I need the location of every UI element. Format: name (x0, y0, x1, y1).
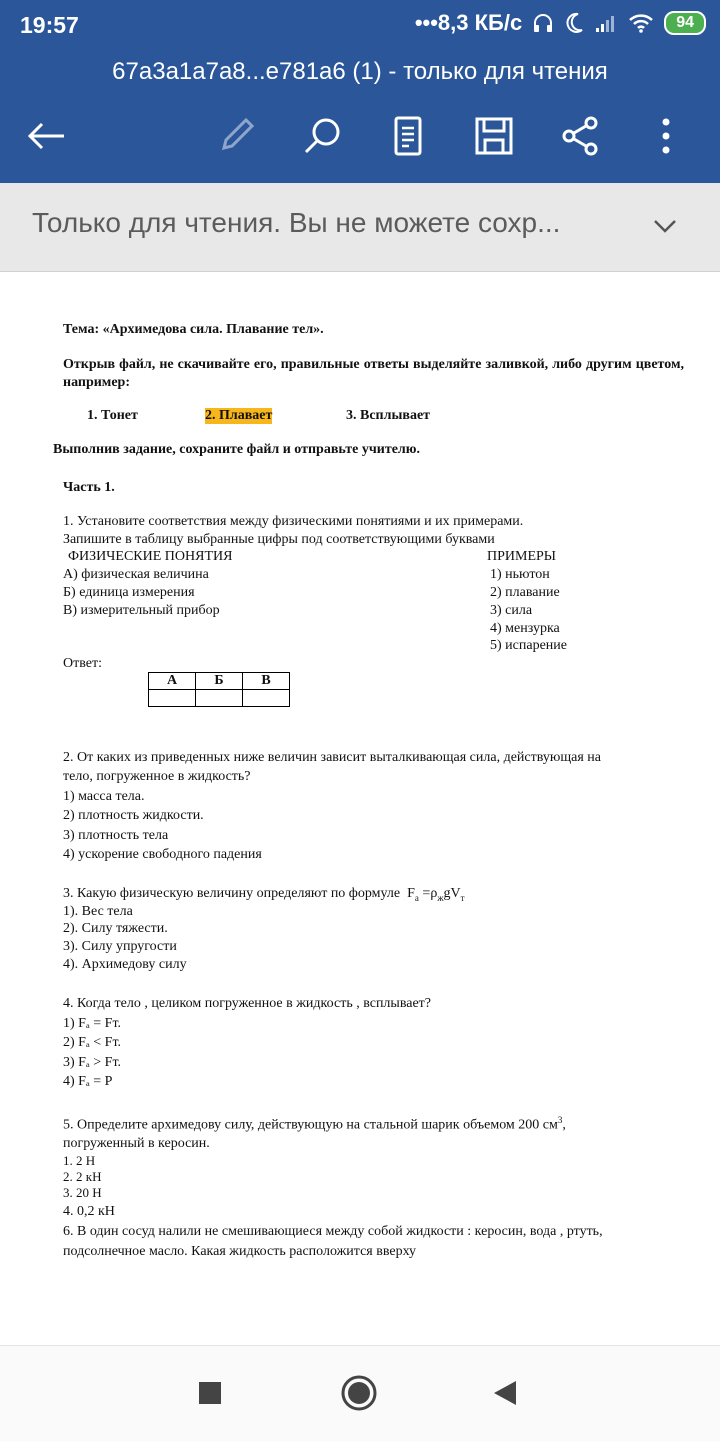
save-icon (474, 116, 514, 156)
q4-stem: 4. Когда тело , целиком погруженное в жидкость , всплывает? (63, 996, 432, 1011)
q1-right-item: 3) сила (490, 603, 533, 618)
q1-right-item: 5) испарение (490, 638, 567, 653)
q2-option: 3) плотность тела (63, 828, 169, 843)
q1-left-item: В) измерительный прибор (63, 603, 220, 618)
q4-option: 1) Fₐ = Fт. (63, 1016, 122, 1031)
answer-table-header: А (149, 673, 196, 690)
save-button[interactable] (468, 110, 520, 162)
toolbar (0, 110, 720, 162)
answer-label: Ответ: (63, 656, 102, 671)
q1-instruction: Запишите в таблицу выбранные цифры под соответствующими буквами (63, 532, 495, 547)
q1-right-item: 2) плавание (490, 585, 560, 600)
q4-option: 4) Fₐ = P (63, 1074, 113, 1089)
share-button[interactable] (554, 110, 606, 162)
search-icon (302, 116, 342, 156)
q5-stem: 5. Определите архимедову силу, действующую на стальной шарик объемом 200 $см^3$, (63, 1115, 566, 1133)
answer-table-header: Б (196, 673, 243, 690)
q1-stem: 1. Установите соответствия между физическими понятиями и их примерами. (63, 514, 524, 529)
q3-stem (63, 886, 465, 903)
q3-option: 2). Силу тяжести. (63, 921, 168, 936)
q4-option: 2) Fₐ < Fт. (63, 1035, 122, 1050)
share-icon (560, 116, 600, 156)
q1-right-header: ПРИМЕРЫ (487, 549, 557, 564)
back-arrow-icon (26, 121, 66, 151)
q5-option: 2. 2 кН (63, 1169, 102, 1184)
document-page[interactable] (0, 275, 720, 1345)
search-button[interactable] (296, 110, 348, 162)
q3-option: 4). Архимедову силу (63, 957, 187, 972)
reading-mode-button[interactable] (382, 110, 434, 162)
read-only-message: Только для чтения. Вы не можете сохр... (32, 207, 561, 238)
headphones-icon (532, 12, 554, 34)
q2-stem-cont: тело, погруженное в жидкость? (63, 769, 251, 784)
example-option-2-highlighted: 2. Плавает (205, 408, 273, 423)
answer-cell[interactable] (243, 690, 290, 707)
q5-option: 1. 2 Н (63, 1153, 96, 1168)
doc-instruction: Открыв файл, не скачивайте его, правильные ответы выделяйте заливкой, либо другим цветом, например: (63, 357, 684, 390)
q1-left-item: А) физическая величина (63, 567, 209, 582)
back-button[interactable] (20, 110, 72, 162)
q2-option: 4) ускорение свободного падения (63, 847, 262, 862)
q3-option: 3). Силу упругости (63, 939, 177, 954)
answer-cell[interactable] (149, 690, 196, 707)
more-icon (660, 116, 672, 156)
q2-option: 1) масса тела. (63, 789, 145, 804)
answer-table-header: В (243, 673, 290, 690)
back-triangle-icon[interactable] (494, 1381, 516, 1405)
part-heading: Часть 1. (63, 480, 115, 495)
wifi-icon (628, 12, 654, 34)
battery-level: 94 (664, 11, 706, 35)
q6-stem: 6. В один сосуд налили не смешивающиеся между собой жидкости : керосин, вода , ртуть, (63, 1224, 603, 1239)
signal-icon (594, 12, 618, 34)
q3-formula: $F_а =\rho_жgV_т$ (407, 886, 465, 903)
status-icons (415, 10, 706, 36)
answer-table[interactable] (148, 672, 290, 707)
chevron-down-icon[interactable] (650, 211, 680, 241)
q5-option: 3. 20 Н (63, 1185, 102, 1200)
status-bar (0, 0, 720, 52)
status-time: 19:57 (20, 12, 79, 38)
read-only-banner[interactable] (0, 183, 720, 272)
example-option-3: 3. Всплывает (346, 408, 431, 423)
app-bar (0, 0, 720, 183)
doc-theme: Тема: «Архимедова сила. Плавание тел». (63, 322, 324, 337)
q5-option: 4. 0,2 кН (63, 1204, 115, 1219)
q1-left-item: Б) единица измерения (63, 585, 195, 600)
q2-option: 2) плотность жидкости. (63, 808, 204, 823)
recents-square-icon[interactable] (199, 1382, 221, 1404)
system-nav-bar (0, 1345, 720, 1441)
q5-stem-cont: погруженный в керосин. (63, 1136, 210, 1151)
document-title: 67a3a1a7a8...e781a6 (1) - только для чтения (112, 58, 608, 85)
example-option-1: 1. Тонет (87, 408, 138, 423)
save-note: Выполнив задание, сохраните файл и отправьте учителю. (53, 442, 420, 457)
reading-mode-icon (393, 116, 423, 156)
q3-option: 1). Вес тела (63, 904, 133, 919)
edit-button[interactable] (210, 110, 262, 162)
q4-option: 3) Fₐ > Fт. (63, 1055, 122, 1070)
q3-stem-text: 3. Какую физическую величину определяют по формуле (63, 886, 401, 901)
q1-left-header: ФИЗИЧЕСКИЕ ПОНЯТИЯ (68, 549, 233, 564)
q2-stem: 2. От каких из приведенных ниже величин зависит выталкивающая сила, действующая на (63, 750, 601, 765)
more-options-button[interactable] (640, 110, 692, 162)
answer-cell[interactable] (196, 690, 243, 707)
home-circle-icon[interactable] (341, 1375, 377, 1411)
q1-right-item: 1) ньютон (490, 567, 550, 582)
q1-right-item: 4) мензурка (490, 621, 560, 636)
network-speed: •••8,3 КБ/с (414, 10, 523, 35)
moon-icon (564, 12, 584, 34)
q6-stem-cont: подсолнечное масло. Какая жидкость расположится вверху (63, 1244, 417, 1259)
edit-pencil-icon (216, 116, 256, 156)
